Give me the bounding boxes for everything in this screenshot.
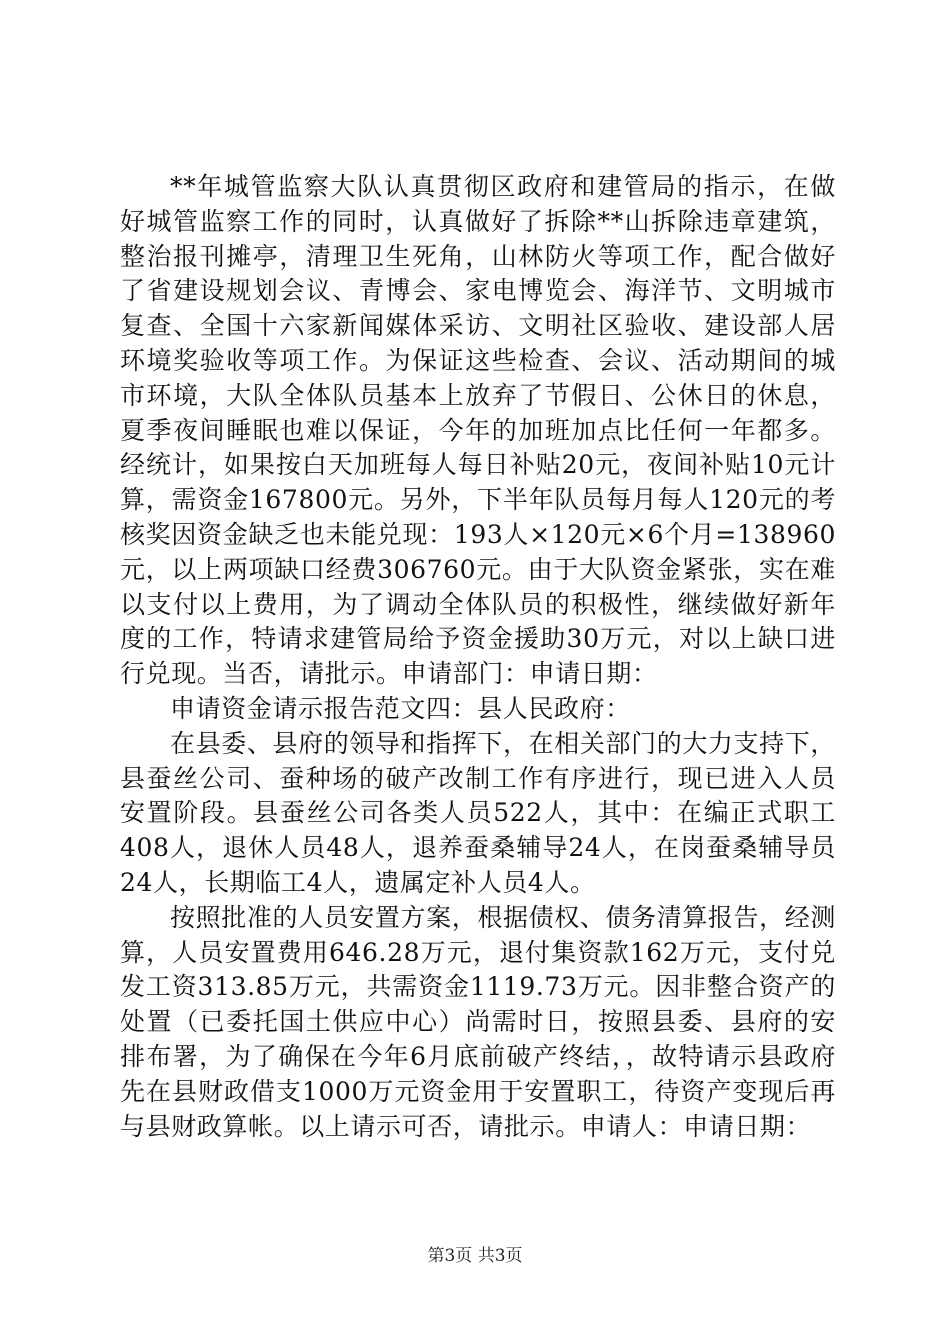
- page-number: 第3页 共3页: [427, 1246, 523, 1266]
- paragraph-4: 按照批准的人员安置方案，根据债权、债务清算报告，经测算，人员安置费用646.28万元，退付集资款162万元，支付兑发工资313.85万元，共需资金1119.73万元。因非整合资产的处置（已委托国土供应中心）尚需时日，按照县委、县府的安排布署，为了确保在今年6月底前破产终结，，故特请示县政府先在县财政借支1000万元资金用于安置职工，待资产变现后再与县财政算帐。以上请示可否，请批示。申请人：申请日期：: [120, 902, 836, 1141]
- paragraph-1: **年城管监察大队认真贯彻区政府和建管局的指示，在做好城管监察工作的同时，认真做好了拆除**山拆除违章建筑，整治报刊摊亭，清理卫生死角，山林防火等项工作，配合做好了省建设规划会议、青博会、家电博览会、海洋节、文明城市复查、全国十六家新闻媒体采访、文明社区验收、建设部人居环境奖验收等项工作。为保证这些检查、会议、活动期间的城市环境，大队全体队员基本上放弃了节假日、公休日的休息，夏季夜间睡眠也难以保证，今年的加班加点比任何一年都多。经统计，如果按白天加班每人每日补贴20元，夜间补贴10元计算，需资金167800元。另外，下半年队员每月每人120元的考核奖因资金缺乏也未能兑现：193人×120元×6个月=138960元，以上两项缺口经费306760元。由于大队资金紧张，实在难以支付以上费用，为了调动全体队员的积极性，继续做好新年度的工作，特请求建管局给予资金援助30万元，对以上缺口进行兑现。当否，请批示。申请部门：申请日期：: [120, 172, 836, 689]
- paragraph-3: 在县委、县府的领导和指挥下，在相关部门的大力支持下，县蚕丝公司、蚕种场的破产改制工作有序进行，现已进入人员安置阶段。县蚕丝公司各类人员522人，其中：在编正式职工408人，退休人员48人，退养蚕桑辅导24人，在岗蚕桑辅导员24人，长期临工4人，遗属定补人员4人。: [120, 728, 836, 897]
- paragraph-2: 申请资金请示报告范文四：县人民政府：: [170, 693, 631, 723]
- document-body: [120, 170, 836, 1144]
- page-footer: [0, 1244, 950, 1268]
